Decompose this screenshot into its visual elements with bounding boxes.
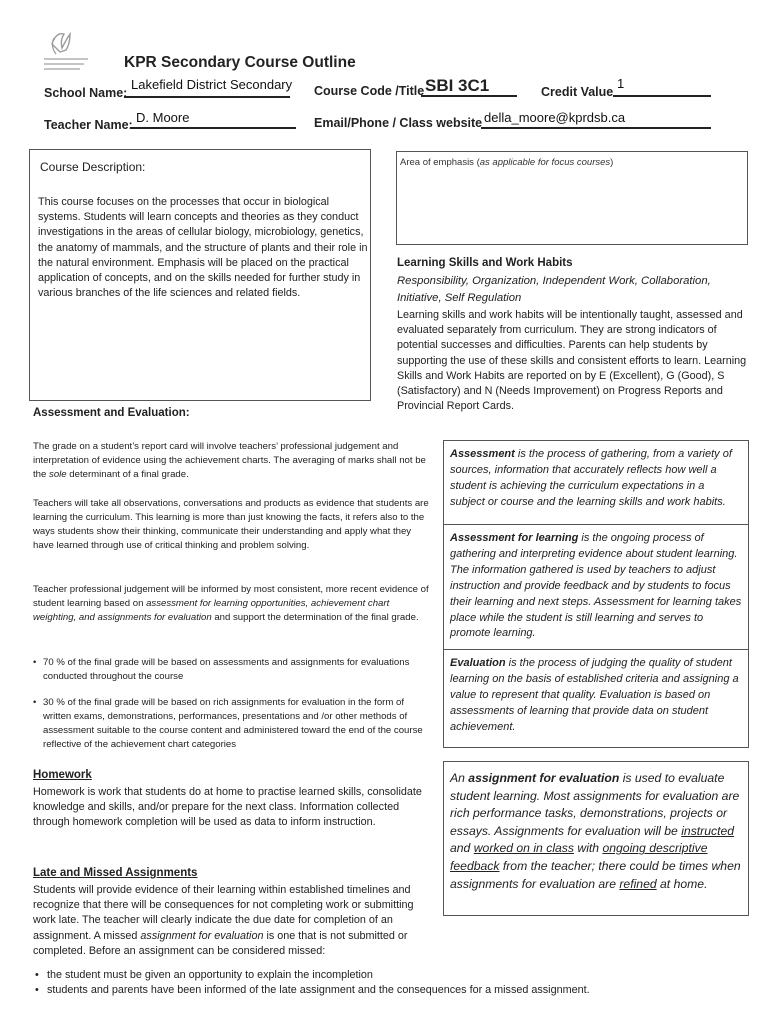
evaluation-definition: Evaluation is the process of judging the quality of student learning on the basis of established criteria and assigning a value to represent that quality. Evaluation is based on assessments of learning that provide data on student achievement. bbox=[450, 657, 739, 733]
credit-value-line bbox=[613, 95, 711, 97]
course-description-text: This course focuses on the processes that occur in biological systems. Students will learn concepts and theories as they conduct investigations in the areas of cellular biology, microbiology, genetics, the anatomy of mammals, and the structure of plants and their role in the natural environment. Emphasis will be placed on the practical application of concepts, and on the skills needed for further study in various branches of the life sciences and related fields. bbox=[38, 196, 368, 300]
list-item: • the student must be given an opportunity to explain the incompletion bbox=[33, 968, 733, 983]
board-logo bbox=[40, 26, 92, 72]
homework-heading: Homework bbox=[33, 769, 92, 781]
list-item: • students and parents have been informed of the late assignment and the consequences for a missed assignment. bbox=[33, 983, 733, 998]
credit-value-label: Credit Value bbox=[541, 85, 614, 99]
area-of-emphasis-label: Area of emphasis (as applicable for focus courses) bbox=[400, 157, 614, 168]
course-code-label: Course Code /Title bbox=[314, 84, 425, 98]
teacher-name-label: Teacher Name: bbox=[44, 118, 133, 132]
email-label: Email/Phone / Class website bbox=[314, 116, 483, 130]
kpr-logo-icon bbox=[40, 26, 92, 72]
teacher-name-field[interactable]: D. Moore bbox=[136, 110, 190, 125]
late-missed-heading: Late and Missed Assignments bbox=[33, 867, 198, 879]
school-name-line bbox=[124, 96, 290, 98]
late-missed-text: Students will provide evidence of their learning within established timelines and recognize that there will be consequences for not completing work or submitting work late. The teacher will clearly indicate the due date for completion of an assignment. A missed assignment for evaluation is one that is not submitted or completed. Before an assignment can be considered missed: bbox=[33, 884, 414, 957]
email-line bbox=[481, 127, 711, 129]
assessment-heading: Assessment and Evaluation: bbox=[33, 407, 190, 419]
list-item: • 30 % of the final grade will be based on rich assignments for evaluation in the form of written exams, demonstrations, performances, presentations and /or other methods of assessment suitable to the course content and administered toward the end of the course reflective of the achievement chart categories bbox=[31, 696, 433, 752]
learning-skills-subheading: Responsibility, Organization, Independent Work, Collaboration, Initiative, Self Regulation bbox=[397, 275, 711, 304]
homework-text: Homework is work that students do at home to practise learned skills, consolidate knowledge and skills, and/or prepare for the next class. Information collected through homework completion will be used as data to inform instruction. bbox=[33, 786, 422, 829]
assessment-definition: Assessment is the process of gathering, from a variety of sources, information that accurately reflects how well a student is achieving the curriculum expectations in a subject or course and the learning skills and work habits. bbox=[450, 448, 732, 508]
assessment-paragraph-1: The grade on a student’s report card will involve teachers’ professional judgement and interpretation of evidence using the achievement charts. The averaging of marks shall not be the sole determinant of a final grade. bbox=[33, 441, 426, 481]
school-name-field[interactable]: Lakefield District Secondary bbox=[131, 77, 293, 92]
course-description-heading: Course Description: bbox=[40, 160, 146, 174]
page-title: KPR Secondary Course Outline bbox=[124, 54, 356, 71]
assessment-paragraph-2: Teachers will take all observations, conversations and products as evidence that students are learning the curriculum. This learning is more than just knowing the facts, it refers also to the ways students show their thinking, communicate their understanding and apply what they have learned through use of critical thinking and problem solving. bbox=[33, 498, 429, 552]
credit-value-field[interactable]: 1 bbox=[617, 76, 625, 91]
missed-conditions-list bbox=[33, 968, 733, 998]
grade-weighting-list bbox=[31, 656, 433, 753]
learning-skills-text: Learning skills and work habits will be intentionally taught, assessed and evaluated separately from curriculum. They are strong indicators of potential successes and difficulties. Parents can help students by supporting the use of these skills and consistent efforts to learn. Learning Skills and Work Habits are reported on by E (Excellent), G (Good), S (Satisfactory) and N (Needs Improvement) on Progress Reports and Provincial Report Cards. bbox=[397, 309, 747, 413]
assignment-for-evaluation-box bbox=[443, 761, 749, 916]
course-description-box bbox=[29, 149, 371, 401]
course-code-field[interactable]: SBI 3C1 bbox=[425, 76, 490, 95]
area-of-emphasis-box bbox=[396, 151, 748, 245]
list-item: • 70 % of the final grade will be based on assessments and assignments for evaluations conducted throughout the course bbox=[31, 656, 433, 684]
teacher-name-line bbox=[130, 127, 296, 129]
learning-skills-heading: Learning Skills and Work Habits bbox=[397, 257, 573, 269]
definitions-box bbox=[443, 440, 749, 748]
assessment-paragraph-3: Teacher professional judgement will be informed by most consistent, more recent evidence of student learning based on assessment for learning opportunities, achievement chart weighting, and assignments for evaluation and support the determination of the final grade. bbox=[33, 584, 429, 624]
school-name-label: School Name: bbox=[44, 86, 128, 100]
email-field[interactable]: della_moore@kprdsb.ca bbox=[484, 110, 626, 125]
assessment-for-learning-definition: Assessment for learning is the ongoing process of gathering and interpreting evidence about student learning. The information gathered is used by teachers to adjust instruction and provide feedback and by students to focus their learning and next steps. Assessment for learning takes place while the student is still learning and serves to promote learning. bbox=[450, 532, 742, 640]
assignment-for-evaluation-text: An assignment for evaluation is used to evaluate student learning. Most assignments for evaluation are rich performance tasks, demonstrations, projects or essays. Assignments for evaluation will be instructed and worked on in class with ongoing descriptive feedback from the teacher; there could be times when assignments for evaluation are refined at home. bbox=[450, 771, 741, 891]
